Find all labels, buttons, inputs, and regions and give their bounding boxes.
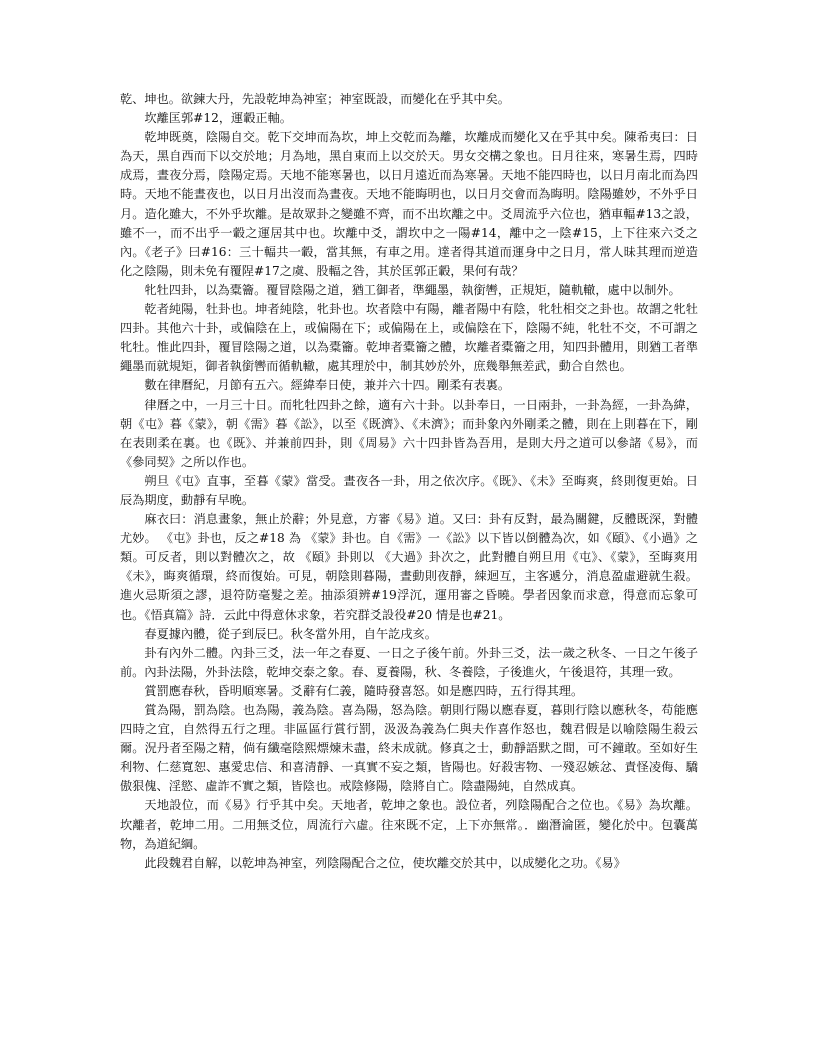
paragraph-9: 麻衣曰：消息畫象，無止於辭；外見意，方審《易》道。又曰：卦有反對，最為關鍵，反體既深，對體尤妙。 《屯》卦也，反之#18 為 《蒙》卦也。自《需》一《訟》以下皆以倒體為次，如《頤》、《小過》之類。可反者，則以對體次之，故 《頤》卦則以 《大過》卦次之，此對體自朔旦用《屯》、《蒙》，至晦爽用《未》，晦爽循環，終而復始。可見，朝陰則暮陽，晝動則夜靜，綀迴互，主客遞分，消息盈虛避就生殺。進火忌斯須之謬，退符防毫髮之差。抽添須辨#19浮沉，運用審之昏曉。學者因象而求意，得意而忘象可也。《悟真篇》詩．云此中得意休求象，若究群爻設役#20 情是也#21。	[120, 512, 698, 622]
paragraph-7: 律曆之中，一月三十日。而牝牡四卦之餘，適有六十卦。以卦奉日，一日兩卦，一卦為經，一卦為緯，朝《屯》暮《蒙》，朝《需》暮《訟》，以至《既濟》、《未濟》；而卦象內外剛柔之體，則在上則暮在下，剛在表則柔在裏。也《既》、并兼前四卦，則《周易》六十四卦皆為吾用，是則大丹之道可以參諸《易》，而《參同契》之所以作也。	[120, 397, 698, 469]
paragraph-11: 卦有內外二體。內卦三爻，法一年之春夏、一日之子後午前。外卦三爻，法一歲之秋冬、一日之午後子前。內卦法陽，外卦法陰，乾坤交泰之象。春、夏養陽，秋、冬養陰，子後進火，午後退符，其理一致。	[120, 645, 698, 679]
paragraph-13: 賞為陽，罰為陰。也為陽，義為陰。喜為陽，怒為陰。朝則行陽以應春夏，暮則行陰以應秋冬，苟能應四時之宜，自然得五行之理。非區區行賞行罰，汲汲為義為仁與夫作喜作怒也，魏君假是以喻陰陽生殺云爾。況丹者至陽之精，倘有纖毫陰熙熛煉未盡，終未成就。修真之士，動靜語默之間，可不鐘敢。至如好生利物、仁慈寬恕、惠愛忠信、和喜清靜、一真實不妄之類，皆陽也。好殺害物、一殘忍嫉忿、責怪凌侮、驕傲狠傀、淫慾、虛詐不實之類，皆陰也。戒陰修陽，陰將自亡。陰盡陽純，自然成真。	[120, 703, 698, 794]
paragraph-1: 乾、坤也。欲鍊大丹，先設乾坤為神室；神室既設，而變化在乎其中矣。	[120, 92, 510, 106]
paragraph-4: 牝牡四卦，以為橐籥。覆冒陰陽之道，猶工御者，準繩墨，執銜轡，正規矩，隨軌轍，處中以制外。	[144, 282, 681, 297]
paragraph-5: 乾者純陽，牡卦也。坤者純陰，牝卦也。坎者陰中有陽，離者陽中有陰，牝牡相交之卦也。故謂之牝牡四卦。其他六十卦，或偏陰在上，或偏陽在下；或偏陽在上，或偏陰在下，陰陽不純，牝牡不交，不可謂之牝牡。惟此四卦，覆冒陰陽之道，以為橐籥。乾坤者橐籥之體，坎離者橐籥之用，知四卦體用，則猶工者準繩墨而就規矩，御者執銜轡而循軌轍，處其理於中，制其妙於外，庶幾舉無差武，動合自然也。	[120, 302, 698, 374]
paragraph-6: 數在律曆紀，月節有五六。經緯奉日使，兼并六十四。剛柔有表裏。	[144, 378, 511, 393]
paragraph-3: 乾坤既奠，陰陽自交。乾下交坤而為坎，坤上交乾而為離，坎離成而變化又在乎其中矣。陳希夷曰：日為天，黑自西而下以交於地；月為地，黑自東而上以交於天。男女交構之象也。日月往來，寒暑生焉，四時成焉，晝夜分焉，陰陽定焉。天地不能寒暑也，以日月遠近而為寒暑。天地不能四時也，以日月南北而為四時。天地不能晝夜也，以日月出沒而為晝夜。天地不能晦明也，以日月交會而為晦明。陰陽雖妙，不外乎日月。造化雖大，不外乎坎離。是故眾卦之變雖不齊，而不出坎離之中。爻周流乎六位也，猶車輻#13之設，雖不一，而不出乎一轂之運居其中也。坎離中爻，謂坎中之一陽#14，離中之一陰#15，上下往來六爻之內。《老子》曰#16：三十輻共一轂，當其無，有車之用。達者得其道而運身中之日月，常人昧其理而逆造化之陰陽，則未免有覆陧#17之虞、股輻之咎，其於匡郭正轂，果何有哉？	[120, 130, 698, 278]
paragraph-12: 賞罰應春秋，昏明順寒暑。爻辭有仁義，隨時發喜怒。如是應四時，五行得其理。	[144, 683, 584, 698]
paragraph-15: 此段魏君自解，以乾坤為神室，列陰陽配合之位，使坎離交於其中，以成變化之功。《易》	[144, 855, 626, 870]
paragraph-10: 春夏據內體，從子到辰巳。秋冬當外用，自午訖戌亥。	[144, 626, 437, 641]
paragraph-2: 坎離匡郭#12，運轂正軸。	[144, 111, 292, 126]
paragraph-14: 天地設位，而《易》行乎其中矣。天地者，乾坤之象也。設位者，列陰陽配合之位也。《易》為坎離。坎離者，乾坤二用。二用無爻位，周流行六虛。往來既不定，上下亦無常。．幽潛淪匿，變化於中。包囊萬物，為道紀綱。	[120, 798, 698, 851]
paragraph-8: 朔旦《屯》直事，至暮《蒙》當受。晝夜各一卦，用之依次序。《既》、《未》至晦爽，終則復更始。日辰為期度，動靜有早晚。	[120, 473, 698, 507]
